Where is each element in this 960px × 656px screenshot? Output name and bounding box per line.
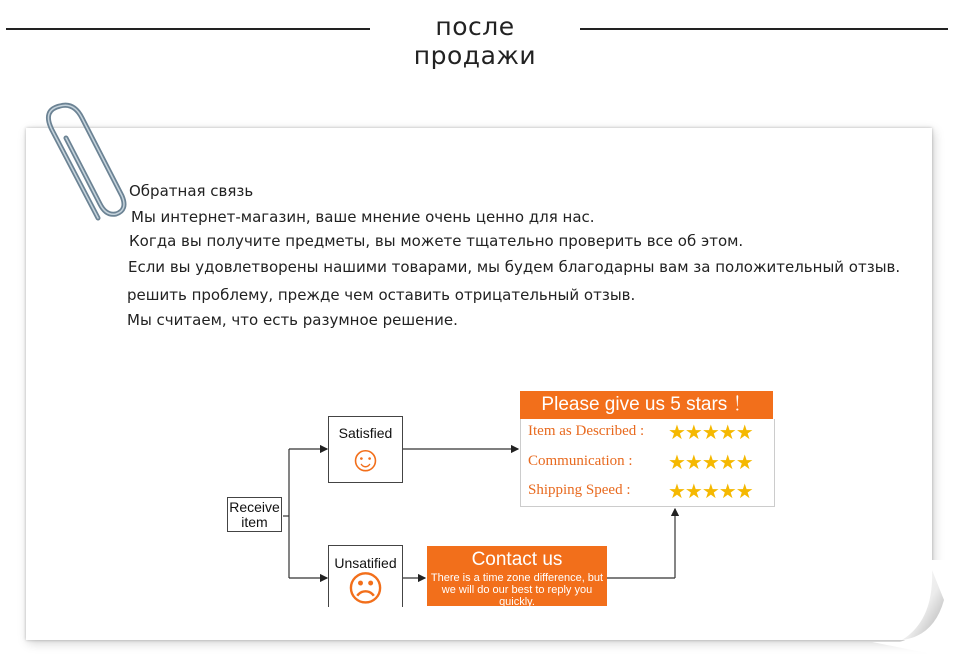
feedback-line: Мы считаем, что есть разумное решение. <box>127 311 458 329</box>
frown-icon: ☹ <box>346 568 385 607</box>
contact-us-box <box>427 546 607 606</box>
star-rating-icon: ★★★★★ <box>668 452 753 474</box>
page-title: после продажи <box>413 12 537 70</box>
receive-item-box: Receive item <box>227 497 282 532</box>
feedback-line: Когда вы получите предметы, вы можете тщательно проверить все об этом. <box>129 232 744 250</box>
feedback-line: решить проблему, прежде чем оставить отрицательный отзыв. <box>127 286 636 304</box>
smile-icon: ☺ <box>347 438 384 479</box>
unsatisfied-box <box>328 545 403 607</box>
rating-label: Shipping Speed : <box>528 482 631 498</box>
feedback-heading: Обратная связь <box>129 182 254 200</box>
unsatisfied-label: Unsatified <box>334 555 397 571</box>
rating-label: Communication : <box>528 453 633 469</box>
star-rating-icon: ★★★★★ <box>668 422 753 444</box>
satisfied-box <box>328 416 403 483</box>
rating-header: Please give us 5 stars ！ <box>520 391 773 419</box>
contact-text: There is a time zone difference, but we will do our best to reply you quickly. <box>430 572 604 606</box>
feedback-line: Мы интернет-магазин, ваше мнение очень ценно для нас. <box>131 208 595 226</box>
rating-label: Item as Described : <box>528 423 645 439</box>
satisfied-label: Satisfied <box>338 425 393 441</box>
contact-title: Contact us <box>471 549 563 570</box>
feedback-line: Если вы удовлетворены нашими товарами, мы будем благодарны вам за положительный отзыв. <box>128 258 901 276</box>
star-rating-icon: ★★★★★ <box>668 481 753 503</box>
